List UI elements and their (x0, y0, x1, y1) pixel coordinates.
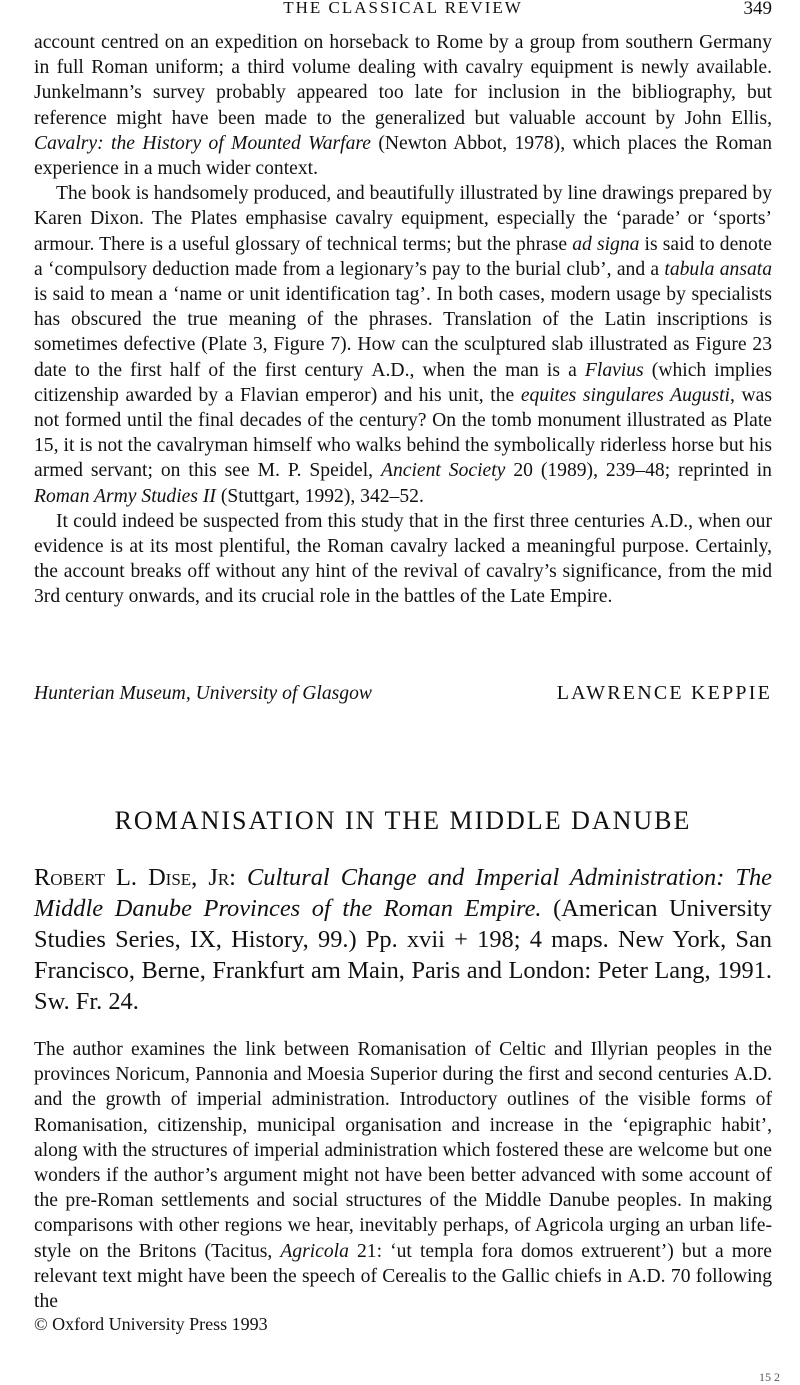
reviewer-signature (34, 683, 772, 711)
reviewer-name: LAWRENCE KEPPIE (556, 682, 772, 704)
book-author: Robert L. Dise, Jr (34, 864, 230, 891)
paragraph: The author examines the link between Romanisation of Celtic and Illyrian peoples in the provinces Noricum, Pannonia and Moesia Superior during the first and second centuries A.D. and the growth of imperial administration. Introductory outlines of the visible forms of Romanisation, citizenship, municipal organisation and increase in the ‘epigraphic habit’, along with the structures of imperial administration which fostered these are welcome but one wonders if the author’s argument might not have been better advanced with some account of the pre-Roman settlements and social structures of the Middle Danube peoples. In making comparisons with other regions we hear, inevitably perhaps, of Agricola urging an urban life-style on the Britons (Tacitus, Agricola 21: ‘ut templa fora domos extruerent’) but a more relevant text might have been the speech of Cerealis to the Gallic chiefs in A.D. 70 following the (34, 1039, 773, 1313)
book-title: Cultural Change and Imperial Administration: The Middle Danube Provinces of the Roman Empire. (34, 864, 773, 922)
paragraph: It could indeed be suspected from this study that in the first three centuries A.D., when our evidence is at its most plentiful, the Roman cavalry lacked a meaningful purpose. Certainly, the account breaks off without any hint of the revival of cavalry’s significance, from the mid 3rd century onwards, and its crucial role in the battles of the Late Empire. (34, 510, 772, 608)
running-title: THE CLASSICAL REVIEW (283, 0, 523, 17)
paragraph: The book is handsomely produced, and beautifully illustrated by line drawings prepared by Karen Dixon. The Plates emphasise cavalry equipment, especially the ‘parade’ or ‘sports’ armour. There is a useful glossary of technical terms; but the phrase ad signa is said to denote a ‘compulsory deduction made from a legionary’s pay to the burial club’, and a tabula ansata is said to mean a ‘name or unit identification tag’. In both cases, modern usage by specialists has obscured the true meaning of the phrases. Translation of the Latin inscriptions is sometimes defective (Plate 3, Figure 7). How can the sculptured slab illustrated as Figure 23 date to the first half of the first century A.D., when the man is a Flavius (which implies citizenship awarded by a Flavian emperor) and his unit, the equites singulares Augusti, was not formed until the final decades of the century? On the tomb monument illustrated as Plate 15, it is not the cavalryman himself who walks behind the symbolically riderless horse but his armed servant; on this see M. P. Speidel, Ancient Society 20 (1989), 239–48; reprinted in Roman Army Studies II (Stuttgart, 1992), 342–52. (34, 183, 772, 507)
paragraph: account centred on an expedition on horseback to Rome by a group from southern Germany in full Roman uniform; a third volume dealing with cavalry equipment is newly available. Junkelmann’s survey probably appeared too late for inclusion in the bibliography, but reference might have been made to the generalized but valuable account by John Ellis, Cavalry: the History of Mounted Warfare (Newton Abbot, 1978), which places the Roman experience in a much wider context. (34, 32, 773, 180)
book-details: (American University Studies Series, IX, History, 99.) Pp. xvii + 198; 4 maps. New York, San Francisco, Berne, Frankfurt am Main, Paris and London: Peter Lang, 1991. Sw. Fr. 24. (34, 895, 772, 1015)
review-dise-body (34, 1037, 772, 1314)
review-keppie-body (34, 30, 772, 610)
corner-mark: 15 2 (759, 1370, 780, 1384)
book-citation: Robert L. Dise, Jr: Cultural Change and Imperial Administration: The Middle Danube Provinces of the Roman Empire. (American University Studies Series, IX, History, 99.) Pp. xvii + 198; 4 maps. New York, San Francisco, Berne, Frankfurt am Main, Paris and London: Peter Lang, 1991. Sw. Fr. 24. (34, 864, 773, 1015)
page-header (34, 0, 772, 20)
reviewer-affiliation: Hunterian Museum, University of Glasgow (34, 683, 372, 704)
copyright-notice: © Oxford University Press 1993 (34, 1314, 268, 1334)
section-title: ROMANISATION IN THE MIDDLE DANUBE (114, 806, 692, 835)
page-number: 349 (743, 0, 772, 19)
